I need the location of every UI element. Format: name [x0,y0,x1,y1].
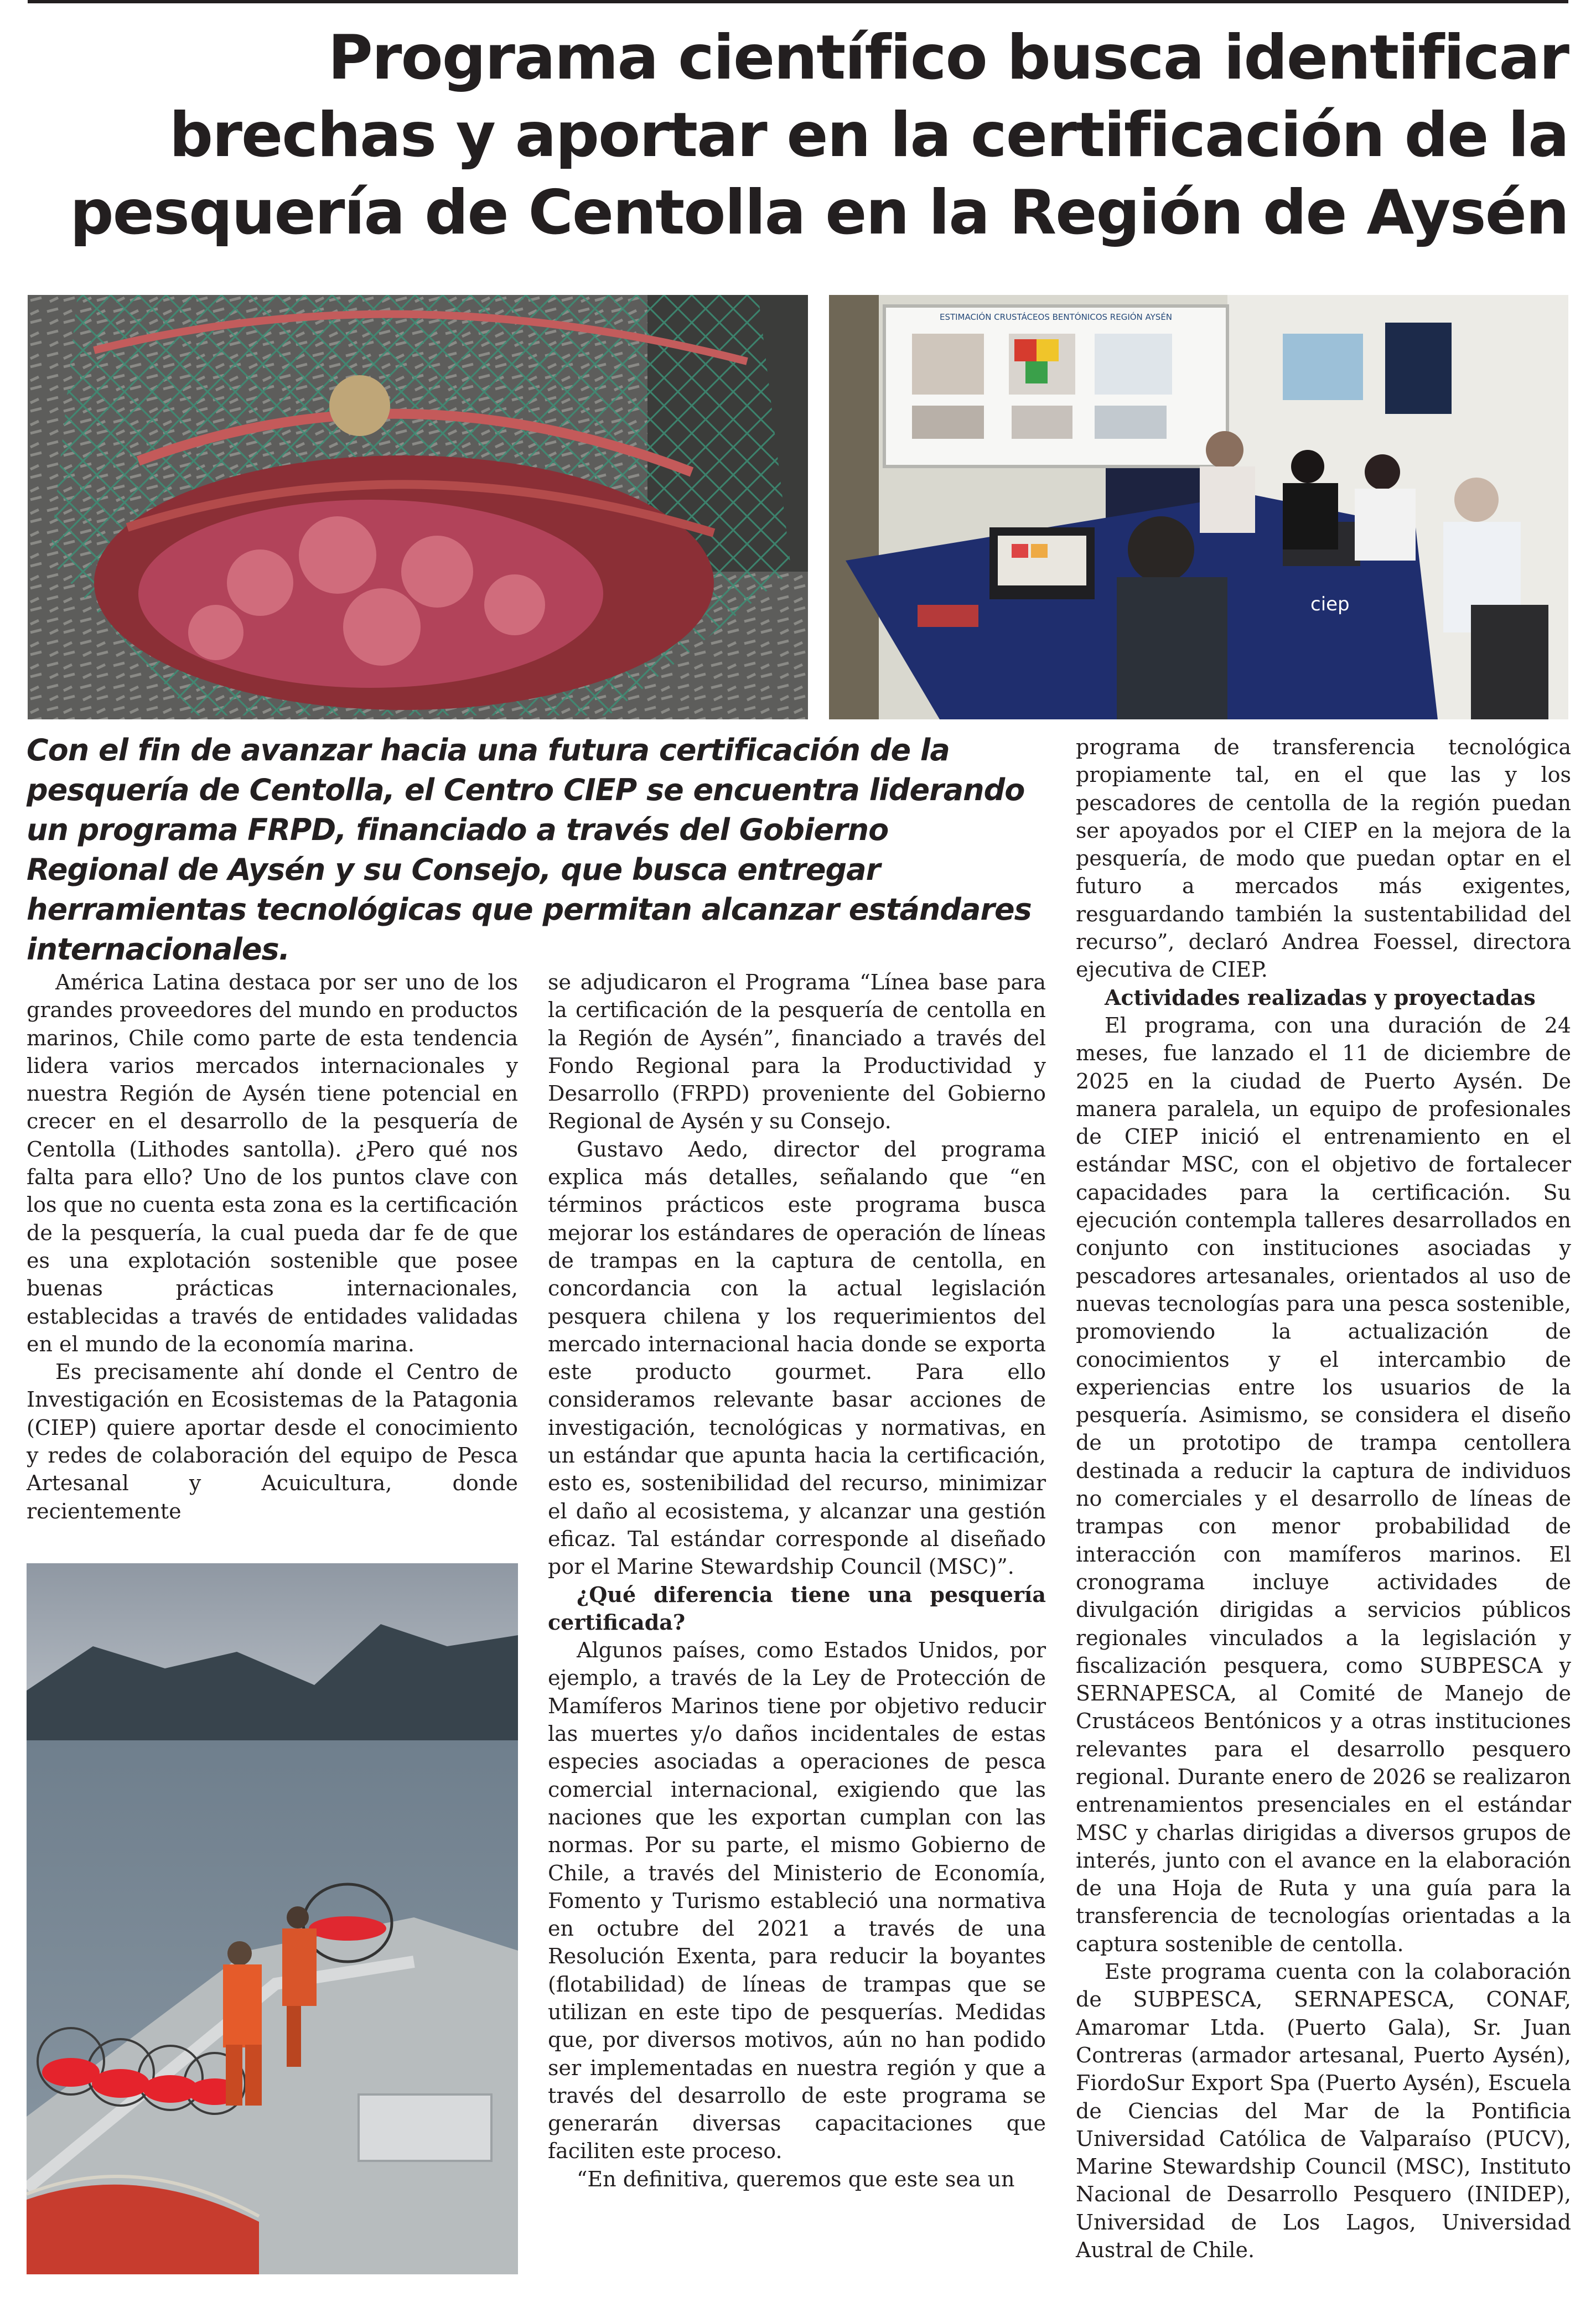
col1-paragraph-1: América Latina destaca por ser uno de los grandes proveedores del mundo en productos marinos, Chile como parte de esta tendencia lidera varios mercados internacionales y nuestra Región de Aysén tiene potencial en crecer en el desarrollo de la pesquería de Centolla (Lithodes santolla). ¿Pero qué nos falta para ello? Uno de los puntos clave con los que no cuenta esta zona es la certificación de la pesquería, la cual pueda dar fe de que es una explotación sostenible que posee buenas prácticas internacionales, establecidas a través de entidades validadas en el mundo de la economía marina. [27,970,518,1356]
col2-paragraph-1: se adjudicaron el Programa “Línea base para la certificación de la pesquería de centolla en la Región de Aysén”, financiado a través del Fondo Regional para la Productividad y Desarrollo (FRPD) proveniente del Gobierno Regional de Aysén y su Consejo. [548,970,1046,1134]
photo-fishing-boat [27,1563,518,2274]
article-headline: Programa científico busca identificar brechas y aportar en la certificación de la pesquería de Centolla en la Región de Aysén [70,22,1568,248]
photo-crab-trap [28,295,808,719]
col2-paragraph-2: Gustavo Aedo, director del programa explica más detalles, señalando que “en términos prácticos este programa busca mejorar los estándares de operación de líneas de trampas en la captura de centolla, en concordancia con la actual legislación pesquera chilena y los requerimientos del mercado internacional hacia donde se exporta este producto gourmet. Para ello consideramos relevante basar acciones de investigación, tecnológicas y normativas, en un estándar que apunta hacia la certificación, esto es, sostenibilidad del recurso, minimizar el daño al ecosistema, y alcanzar una gestión eficaz. Tal estándar corresponde al diseñado por el Marine Stewardship Council (MSC)”. [548,1137,1046,1579]
column-3 [1076,733,1571,2264]
col2-paragraph-4: “En definitiva, queremos que este sea un [577,2166,1015,2191]
ciep-logo: ciep [1310,593,1350,615]
col3-paragraph-2: El programa, con una duración de 24 meses, fue lanzado el 11 de diciembre de 2025 en la ciudad de Puerto Aysén. De manera paralela, un equipo de profesionales de CIEP inició el entrenamiento en el estándar MSC, con el objetivo de fortalecer capacidades para la certificación. Su ejecución contempla talleres desarrollados en conjunto con instituciones asociadas y pescadores artesanales, orientados al uso de nuevas tecnologías para una pesca sostenible, promoviendo la actualización de conocimientos y el intercambio de experiencias entre los usuarios de la pesquería. Asimismo, se considera el diseño de un prototipo de trampa centollera destinada a reducir la captura de individuos no comerciales y el desarrollo de líneas de trampas con menor probabilidad de interacción con mamíferos marinos. El cronograma incluye actividades de divulgación dirigidas a servicios públicos regionales vinculados a la legislación y fiscalización pesquera, como SUBPESCA y SERNAPESCA, al Comité de Manejo de Crustáceos Bentónicos y a otras instituciones relevantes para el desarrollo pesquero regional. Durante enero de 2026 se realizaron entrenamientos presenciales en el estándar MSC y charlas dirigidas a diversos grupos de interés, junto con el avance en la elaboración de una Hoja de Ruta y una guía para la transferencia de tecnologías orientadas a la captura sostenible de centolla. [1076,1013,1571,1956]
column-1 [27,968,518,1525]
col2-paragraph-3: Algunos países, como Estados Unidos, por ejemplo, a través de la Ley de Protección de Mamíferos Marinos tiene por objetivo reducir las muertes y/o daños incidentales de estas especies asociadas a operaciones de pesca comercial internacional, exigiendo que las naciones que les exportan cumplan con las normas. Por su parte, el mismo Gobierno de Chile, a través del Ministerio de Economía, Fomento y Turismo estableció una normativa en octubre del 2021 a través de una Resolución Exenta, para reducir la boyantes (flotabilidad) de líneas de trampas que se utilizan en este tipo de pesquerías. Medidas que, por diversos motivos, aún no han podido ser implementadas en nuestra región y que a través del desarrollo de este programa se generarán diversas capacitaciones que faciliten este proceso. [548,1638,1046,2164]
top-rule [28,0,1568,3]
article-lead: Con el fin de avanzar hacia una futura certificación de la pesquería de Centolla, el Centro CIEP se encuentra liderando un programa FRPD, financiado a través del Gobierno Regional de Aysén y su Consejo, que busca entregar herramientas tecnológicas que permitan alcanzar estándares internacionales. [27,733,1032,967]
col3-subheading: Actividades realizadas y proyectadas [1105,984,1536,1010]
column-2 [548,968,1046,2193]
col3-paragraph-3: Este programa cuenta con la colaboración de SUBPESCA, SERNAPESCA, CONAF, Amaromar Ltda. (Puerto Gala), Sr. Juan Contreras (armador artesanal, Puerto Aysén), FiordoSur Export Spa (Puerto Aysén), Escuela de Ciencias del Mar de la Pontificia Universidad Católica de Valparaíso (PUCV), Marine Stewardship Council (MSC), Instituto Nacional de Desarrollo Pesquero (INIDEP), Universidad de Los Lagos, Universidad Austral de Chile. [1076,1959,1571,2263]
col2-subheading: ¿Qué diferencia tiene una pesquería certificada? [548,1582,1046,1635]
slide-title: ESTIMACIÓN CRUSTÁCEOS BENTÓNICOS REGIÓN AYSÉN [939,312,1173,322]
photo-meeting-room [829,295,1568,719]
col1-paragraph-2: Es precisamente ahí donde el Centro de Investigación en Ecosistemas de la Patagonia (CIEP) quiere aportar desde el conocimiento y redes de colaboración del equipo de Pesca Artesanal y Acuicultura, donde recientemente [27,1360,518,1523]
col3-paragraph-1: programa de transferencia tecnológica propiamente tal, en el que las y los pescadores de centolla de la región puedan ser apoyados por el CIEP en la mejora de la pesquería, de modo que puedan optar en el futuro a mercados más exigentes, resguardando también la sustentabilidad del recurso”, declaró Andrea Foessel, directora ejecutiva de CIEP. [1076,735,1571,982]
